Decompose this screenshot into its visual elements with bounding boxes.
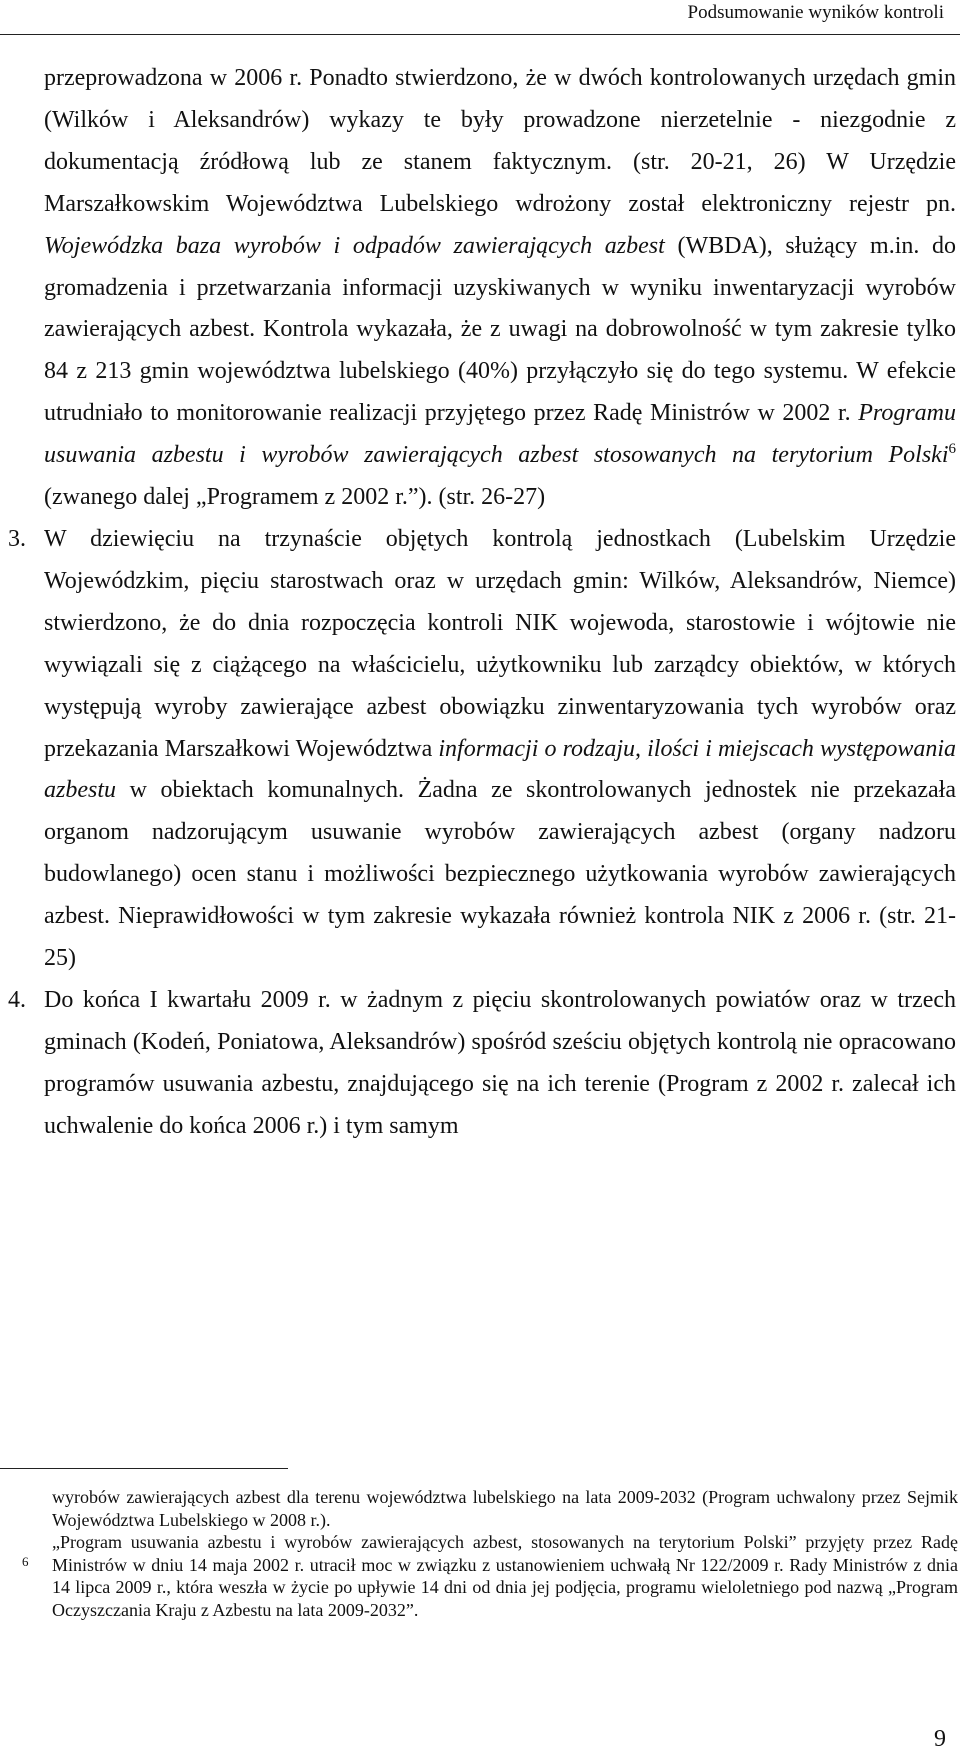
list-item-3-text-1: W dziewięciu na trzynaście objętych kontrolą jednostkach (Lubelskim Urzędzie Wojewódzkim, pięciu starostwach oraz w urzędach gmin: Wilków, Aleksandrów, Niemce) stwierdzono, że do dnia rozpoczęcia kontroli NIK wojewoda, starostowie i wójtowie nie wywiązali się z ciążącego na właścicielu, użytkowniku lub zarządcy obiektów, w których występują wyroby zawierające azbest obowiązku zinwentaryzowania tych wyrobów oraz przekazania Marszałkowi Województwa xyxy=(44,525,956,762)
list-item-3 xyxy=(8,519,956,980)
list-number-4: 4. xyxy=(8,986,26,1013)
continued-paragraph-text-2: (WBDA), służący m.in. do gromadzenia i przetwarzania informacji uzyskiwanych w wyniku inwentaryzacji wyrobów zawierających azbest. Kontrola wykazała, że z uwagi na dobrowolność w tym zakresie tylko 84 z 213 gmin województwa lubelskiego (40%) przyłączyło się do tego systemu. W efekcie utrudniało to monitorowanie realizacji przyjętego przez Radę Ministrów w 2002 r. xyxy=(44,232,957,427)
list-item-3-text-2: w obiektach komunalnych. Żadna ze skontrolowanych jednostek nie przekazała organom nadzorującym usuwanie wyrobów zawierających azbest (organy nadzoru budowlanego) ocen stanu i możliwości bezpiecznego użytkowania wyrobów zawierających azbest. Nieprawidłowości w tym zakresie wykazała również kontrola NIK z 2006 r. (str. 21-25) xyxy=(44,777,956,972)
list-item-3-italic: informacji o rodzaju, ilości i miejscach występowania azbestu xyxy=(44,735,956,804)
body-text xyxy=(8,58,957,1148)
page-number: 9 xyxy=(934,1726,946,1752)
continued-paragraph xyxy=(44,58,956,519)
running-header: Podsumowanie wyników kontroli xyxy=(687,2,944,23)
footnote-rule xyxy=(0,1468,288,1469)
list-item-4-text: Do końca I kwartału 2009 r. w żadnym z pięciu skontrolowanych powiatów oraz w trzech gminach (Kodeń, Poniatowa, Aleksandrów) spośród sześciu objętych kontrolą nie opracowano programów usuwania azbestu, znajdującego się na ich terenie (Program z 2002 r. zalecał ich uchwalenie do końca 2006 r.) i tym samym xyxy=(44,986,956,1139)
continued-paragraph-text-1: przeprowadzona w 2006 r. Ponadto stwierdzono, że w dwóch kontrolowanych urzędach gmin (Wilków i Aleksandrów) wykazy te były prowadzone nierzetelnie - niezgodnie z dokumentacją źródłową lub ze stanem faktycznym. (str. 20-21, 26) W Urzędzie Marszałkowskim Województwa Lubelskiego wdrożony został elektroniczny rejestr pn. xyxy=(44,65,956,217)
header-rule xyxy=(0,34,960,35)
footnotes xyxy=(0,1486,960,1621)
footnote-6-text: „Program usuwania azbestu i wyrobów zawierających azbest, stosowanych na terytorium Polski” przyjęty przez Radę Ministrów w dniu 14 maja 2002 r. utracił moc w związku z ustanowieniem uchwałą Nr 122/2009 r. Rady Ministrów z dnia 14 lipca 2009 r., która weszła w życie po upływie 14 dni od dnia jej podjęcia, programu wieloletniego pod nazwą „Program Oczyszczania Kraju z Azbestu na lata 2009-2032”. xyxy=(52,1532,958,1620)
footnote-continued: wyrobów zawierających azbest dla terenu województwa lubelskiego na lata 2009-2032 (Program uchwalony przez Sejmik Województwa Lubelskiego w 2008 r.). xyxy=(52,1487,958,1530)
wbda-italic-title: Wojewódzka baza wyrobów i odpadów zawierających azbest xyxy=(44,232,665,259)
list-number-3: 3. xyxy=(8,525,26,552)
footnote-6 xyxy=(22,1531,958,1621)
list-item-4 xyxy=(8,980,956,1148)
list-item-3-text xyxy=(44,519,956,980)
program-italic-title: Programu usuwania azbestu i wyrobów zawierających azbest stosowanych na terytorium Polski xyxy=(44,400,956,469)
continued-paragraph-text-3: (zwanego dalej „Programem z 2002 r.”). (str. 26-27) xyxy=(44,484,546,511)
footnote-ref-6[interactable]: 6 xyxy=(948,441,956,458)
footnote-6-marker: 6 xyxy=(22,1554,29,1569)
